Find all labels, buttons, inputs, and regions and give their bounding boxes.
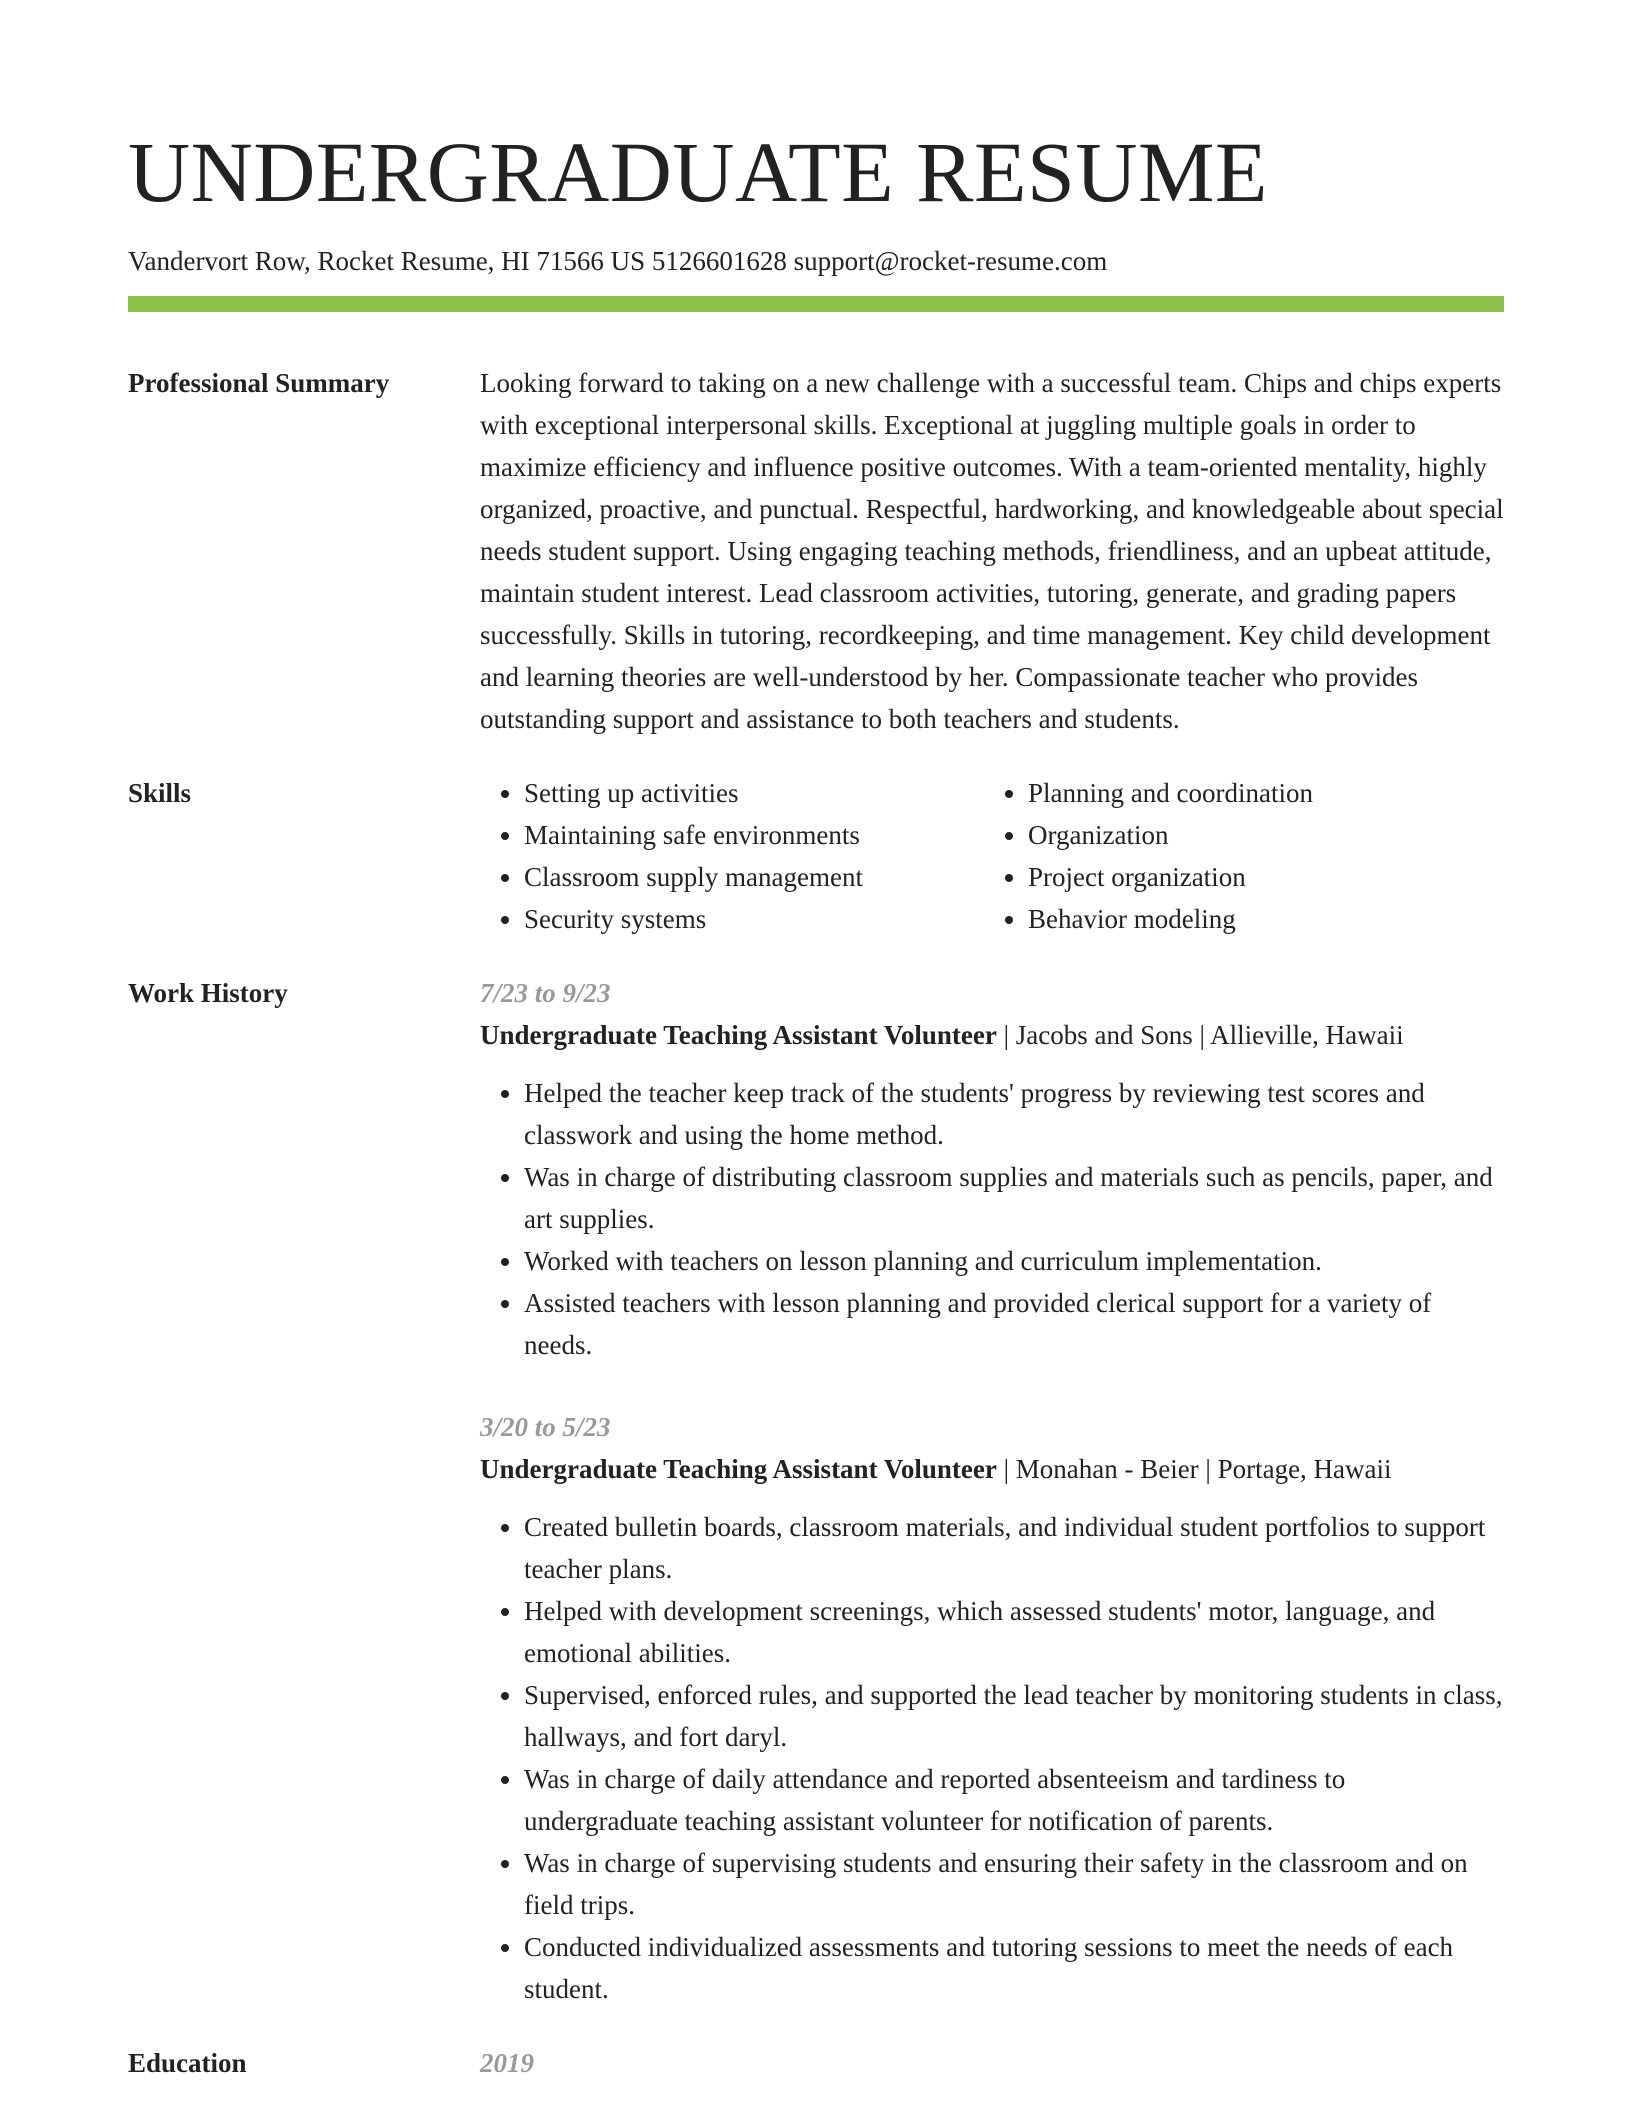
job-title-line <box>480 1014 1504 1056</box>
job-dates: 3/20 to 5/23 <box>480 1412 611 1442</box>
job-bullet: • Assisted teachers with lesson planning and provided clerical support for a variety of needs. <box>524 1282 1504 1366</box>
job-details: | Monahan - Beier | Portage, Hawaii <box>996 1454 1392 1484</box>
job-title: Undergraduate Teaching Assistant Volunteer <box>480 1454 997 1484</box>
skills-section <box>128 772 1504 940</box>
job-bullet: • Was in charge of distributing classroom supplies and materials such as pencils, paper, and art supplies. <box>524 1156 1504 1240</box>
job-bullet: • Conducted individualized assessments and tutoring sessions to meet the needs of each student. <box>524 1926 1504 2010</box>
job-dates: 7/23 to 9/23 <box>480 978 611 1008</box>
skills-heading: Skills <box>128 778 192 808</box>
skill-item: • Classroom supply management <box>524 856 984 898</box>
job-entry <box>480 972 1504 1366</box>
skills-grid <box>480 772 1504 940</box>
job-bullet: • Was in charge of supervising students and ensuring their safety in the classroom and on field trips. <box>524 1842 1504 1926</box>
job-bullets <box>480 1072 1504 1366</box>
job-entry <box>480 1406 1504 2010</box>
header-divider <box>128 296 1504 312</box>
job-bullet: • Helped with development screenings, which assessed students' motor, language, and emotional abilities. <box>524 1590 1504 1674</box>
job-bullet: • Helped the teacher keep track of the students' progress by reviewing test scores and classwork and using the home method. <box>524 1072 1504 1156</box>
skill-item: • Project organization <box>1028 856 1488 898</box>
resume-title: UNDERGRADUATE RESUME <box>128 124 1268 220</box>
summary-section <box>128 362 1504 740</box>
education-section <box>128 2042 1504 2084</box>
skill-item: • Behavior modeling <box>1028 898 1488 940</box>
skill-item: • Security systems <box>524 898 984 940</box>
contact-line: Vandervort Row, Rocket Resume, HI 71566 US 5126601628 support@rocket-resume.com <box>128 246 1108 276</box>
resume-page <box>128 0 1504 2084</box>
skills-column-left <box>480 772 984 940</box>
summary-text: Looking forward to taking on a new challenge with a successful team. Chips and chips experts with exceptional interpersonal skills. Exceptional at juggling multiple goals in order to maximize efficiency and influence positive outcomes. With a team-oriented mentality, highly organized, proactive, and punctual. Respectful, hardworking, and knowledgeable about special needs student support. Using engaging teaching methods, friendliness, and an upbeat attitude, maintain student interest. Lead classroom activities, tutoring, generate, and grading papers successfully. Skills in tutoring, recordkeeping, and time management. Key child development and learning theories are well-understood by her. Compassionate teacher who provides outstanding support and assistance to both teachers and students. <box>480 368 1504 734</box>
job-bullet: • Supervised, enforced rules, and supported the lead teacher by monitoring students in class, hallways, and fort daryl. <box>524 1674 1504 1758</box>
education-dates: 2019 <box>480 2048 534 2078</box>
work-history-section <box>128 972 1504 2010</box>
summary-heading: Professional Summary <box>128 368 390 398</box>
skill-item: • Setting up activities <box>524 772 984 814</box>
skill-item: • Maintaining safe environments <box>524 814 984 856</box>
job-bullet: • Was in charge of daily attendance and reported absenteeism and tardiness to undergraduate teaching assistant volunteer for notification of parents. <box>524 1758 1504 1842</box>
job-title: Undergraduate Teaching Assistant Volunteer <box>480 1020 997 1050</box>
job-title-line <box>480 1448 1504 1490</box>
skill-item: • Planning and coordination <box>1028 772 1488 814</box>
job-details: | Jacobs and Sons | Allieville, Hawaii <box>996 1020 1404 1050</box>
education-heading: Education <box>128 2048 247 2078</box>
skill-item: • Organization <box>1028 814 1488 856</box>
job-bullets <box>480 1506 1504 2010</box>
job-bullet: • Worked with teachers on lesson planning and curriculum implementation. <box>524 1240 1504 1282</box>
work-history-heading: Work History <box>128 978 288 1008</box>
job-bullet: • Created bulletin boards, classroom materials, and individual student portfolios to support teacher plans. <box>524 1506 1504 1590</box>
skills-column-right <box>984 772 1488 940</box>
